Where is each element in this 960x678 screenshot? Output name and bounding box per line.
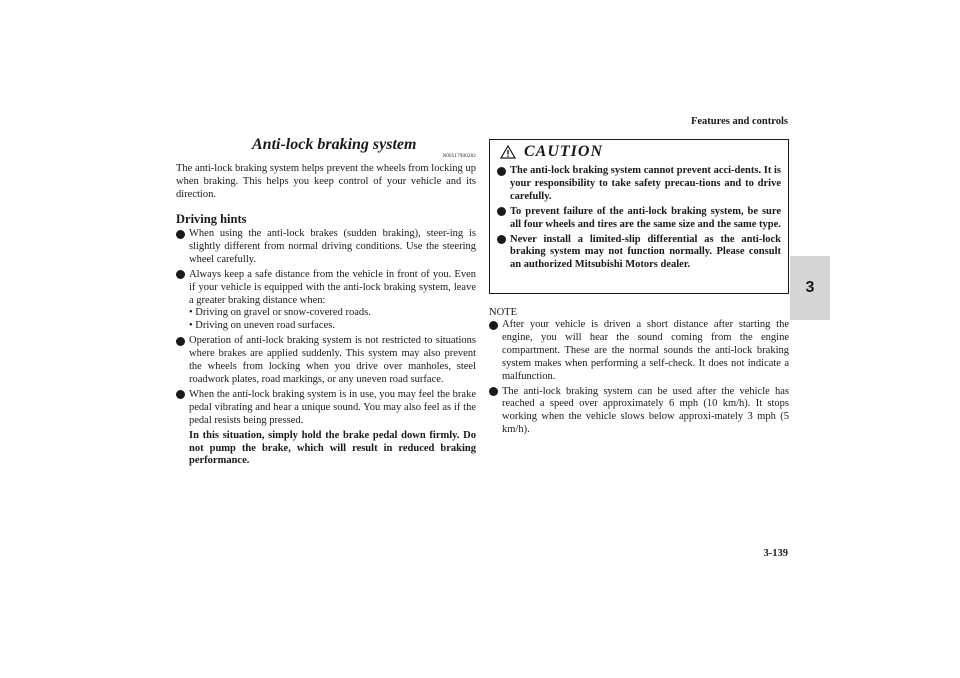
section-title: Anti-lock braking system (252, 136, 417, 153)
list-item-text: The anti-lock braking system can be used after the vehicle has reached a speed over approximately 6 mph (10 km/h). It stops working when the vehicle slows below approxi-mately 3 mph (5 km/h). (502, 385, 789, 436)
caution-list (497, 165, 781, 274)
list-item (489, 386, 789, 438)
intro-paragraph: The anti-lock braking system helps prevent the wheels from locking up when braking. This helps you keep control of your vehicle and its direction. (176, 163, 476, 200)
list-item (176, 335, 476, 387)
driving-hints-title: Driving hints (176, 212, 247, 226)
list-item-text: Always keep a safe distance from the vehicle in front of you. Even if your vehicle is equipped with the anti-lock braking system, leave a greater braking distance when: (189, 268, 476, 306)
bullet-icon (176, 270, 185, 279)
driving-hints-list (176, 228, 476, 470)
list-item (489, 319, 789, 384)
list-item-text: To prevent failure of the anti-lock braking system, be sure all four wheels and tires are the same size and the same type. (510, 205, 781, 230)
bullet-icon (497, 207, 506, 216)
list-item (176, 228, 476, 267)
list-item-text: Operation of anti-lock braking system is not restricted to situations where brakes are applied suddenly. This system may also prevent the wheels from locking when you drive over manholes, steel roadwork plates, road markings, or any uneven road surface. (189, 335, 476, 385)
note-label: NOTE (489, 307, 517, 318)
page-number: 3-139 (763, 548, 788, 559)
section-code: N00517900282 (442, 154, 476, 159)
note-list (489, 319, 789, 439)
list-item (497, 234, 781, 273)
bold-instruction: In this situation, simply hold the brake pedal down firmly. Do not pump the brake, which will result in reduced braking performance. (189, 429, 476, 467)
list-item (176, 269, 476, 334)
bullet-icon (176, 230, 185, 239)
list-item-text: The anti-lock braking system cannot prevent acci-dents. It is your responsibility to take safety precau-tions and to drive carefully. (510, 165, 781, 202)
bullet-icon (497, 235, 506, 244)
list-item-text: When the anti-lock braking system is in use, you may feel the brake pedal vibrating and hear a unique sound. You may also feel as if the pedal resists being pressed. (189, 388, 476, 426)
bullet-icon (176, 337, 185, 346)
list-item (497, 165, 781, 204)
sub-item: • Driving on uneven road surfaces. (189, 320, 335, 332)
list-item (176, 389, 476, 468)
header-title: Features and controls (690, 116, 788, 127)
caution-header (500, 143, 603, 161)
bullet-icon (489, 321, 498, 330)
chapter-tab-number: 3 (805, 279, 815, 296)
warning-triangle-icon (500, 145, 516, 159)
list-item-text: After your vehicle is driven a short distance after starting the engine, you will hear the sound coming from the engine compartment. These are the normal sounds the anti-lock braking system makes when performing a self-check. It does not indicate a malfunction. (502, 319, 789, 382)
chapter-tab (790, 256, 830, 320)
bullet-icon (489, 387, 498, 396)
list-item (497, 206, 781, 232)
list-item-text: Never install a limited-slip differential as the anti-lock braking system may not function normally. Please consult an authorized Mitsubishi Motors dealer. (510, 233, 781, 271)
sub-item: • Driving on gravel or snow-covered roads. (189, 307, 371, 319)
bullet-icon (497, 167, 506, 176)
caution-label: CAUTION (524, 143, 604, 160)
bullet-icon (176, 390, 185, 399)
list-item-text: When using the anti-lock brakes (sudden braking), steer-ing is slightly different from normal driving conditions. Use the steering wheel carefully. (189, 228, 476, 265)
caution-box (489, 139, 789, 294)
